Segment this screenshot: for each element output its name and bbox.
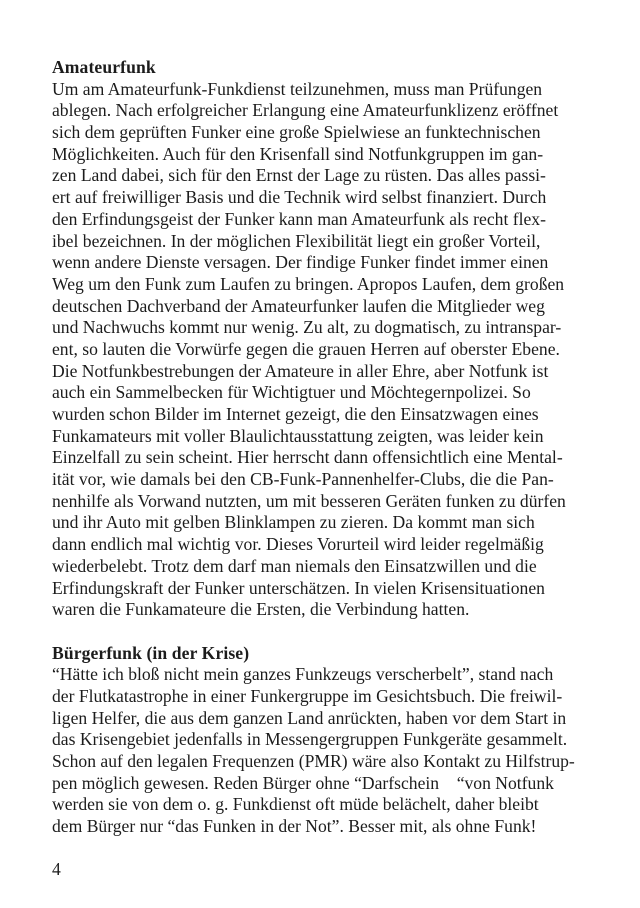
text-line: ert auf freiwilliger Basis und die Technik wird selbst finanziert. Durch [52,187,547,208]
text-line: Um am Amateurfunk-Funkdienst teilzunehmen, muss man Prüfungen [52,78,543,99]
text-line: Die Notfunkbestrebungen der Amateure in aller Ehre, aber Notfunk ist [52,360,549,381]
text-line: dann endlich mal wichtig vor. Dieses Vorurteil wird leider regelmäßig [52,534,544,555]
text-line: und ihr Auto mit gelben Blinklampen zu zieren. Da kommt man sich [52,512,535,533]
section-heading-buergerfunk: Bürgerfunk (in der Krise) [52,642,250,663]
text-line: Schon auf den legalen Frequenzen (PMR) wäre also Kontakt zu Hilfstrup- [52,751,575,772]
section-heading-amateurfunk: Amateurfunk [52,57,156,77]
text-line: “Hätte ich bloß nicht mein ganzes Funkzeugs verscherbelt”, stand nach [52,664,554,685]
text-line: Möglichkeiten. Auch für den Krisenfall sind Notfunkgruppen im gan- [52,143,544,164]
text-line: wurden schon Bilder im Internet gezeigt, die den Einsatzwagen eines [52,404,539,425]
text-line: ablegen. Nach erfolgreicher Erlangung eine Amateurfunklizenz eröffnet [52,100,559,121]
section-buergerfunk [52,643,600,838]
text-line: ent, so lauten die Vorwürfe gegen die grauen Herren auf oberster Ebene. [52,338,560,359]
text-line: Einzelfall zu sein scheint. Hier herrscht dann offensichtlich eine Mental- [52,447,563,468]
text-line: den Erfindungsgeist der Funker kann man Amateurfunk als recht flex- [52,208,546,229]
text-line: nenhilfe als Vorwand nutzten, um mit besseren Geräten funken zu dürfen [52,490,566,511]
text-line: auch ein Sammelbecken für Wichtigtuer und Möchtegernpolizei. So [52,382,531,403]
text-line: das Krisengebiet jedenfalls in Messengergruppen Funkgeräte gesammelt. [52,729,568,750]
text-line: ligen Helfer, die aus dem ganzen Land anrückten, haben vor dem Start in [52,707,567,728]
text-line: Weg um den Funk zum Laufen zu bringen. Apropos Laufen, dem großen [52,273,565,294]
text-line: und Nachwuchs kommt nur wenig. Zu alt, zu dogmatisch, zu intranspar- [52,317,562,338]
text-line: pen möglich gewesen. Reden Bürger ohne “Darfschein “von Notfunk [52,772,554,793]
text-line: zen Land dabei, sich für den Ernst der Lage zu rüsten. Das alles passi- [52,165,546,186]
section-amateurfunk [52,57,600,621]
text-line: dem Bürger nur “das Funken in der Not”. Besser mit, als ohne Funk! [52,816,537,837]
paragraph-buergerfunk [52,664,600,838]
text-line: ität vor, wie damals bei den CB-Funk-Pannenhelfer-Clubs, die die Pan- [52,469,554,490]
text-line: deutschen Dachverband der Amateurfunker laufen die Mitglieder weg [52,295,545,316]
text-line: Erfindungskraft der Funker unterschätzen. In vielen Krisensituationen [52,577,545,598]
text-line: wenn andere Dienste versagen. Der findige Funker findet immer einen [52,252,549,273]
text-line: waren die Funkamateure die Ersten, die Verbindung hatten. [52,599,470,620]
text-line: Funkamateurs mit voller Blaulichtausstattung zeigten, was leider kein [52,425,544,446]
text-line: sich dem geprüften Funker eine große Spielwiese an funktechnischen [52,122,541,143]
paragraph-amateurfunk [52,79,600,621]
text-line: der Flutkatastrophe in einer Funkergruppe im Gesichtsbuch. Die freiwil- [52,685,563,706]
page-number: 4 [52,859,61,880]
text-line: ibel bezeichnen. In der möglichen Flexibilität liegt ein großer Vorteil, [52,230,541,251]
text-line: wiederbelebt. Trotz dem darf man niemals den Einsatzwillen und die [52,555,537,576]
text-line: werden sie von dem o. g. Funkdienst oft müde belächelt, daher bleibt [52,794,539,815]
